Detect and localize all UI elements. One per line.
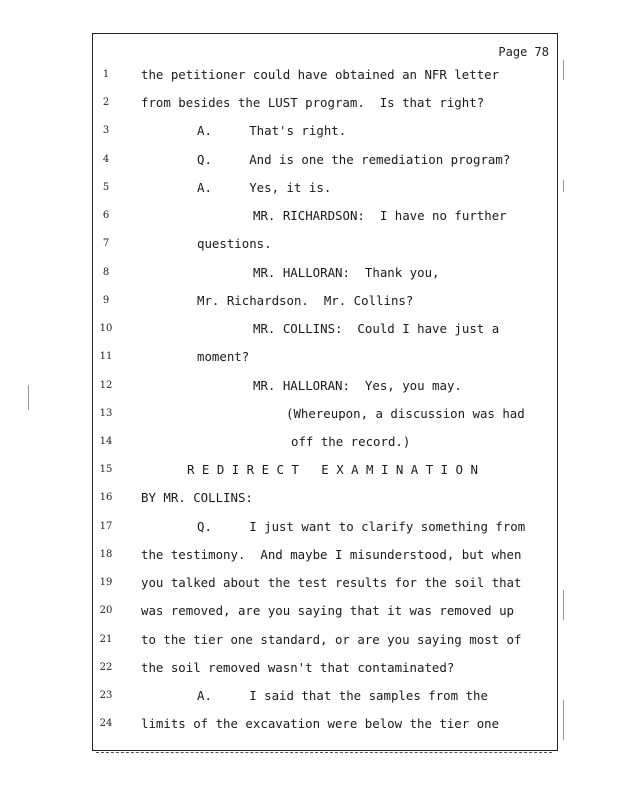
line-number: 24 (99, 718, 113, 729)
transcript-line (93, 180, 557, 198)
line-text: moment? (197, 349, 250, 364)
line-text: to the tier one standard, or are you saying most of (141, 632, 522, 647)
bottom-rule (96, 752, 552, 754)
line-number: 15 (99, 464, 113, 475)
line-text: A. Yes, it is. (197, 180, 332, 195)
transcript-line (93, 406, 557, 424)
transcript-line (93, 490, 557, 508)
line-text: R E D I R E C T E X A M I N A T I O N (187, 462, 478, 477)
margin-mark (563, 700, 564, 740)
line-number: 10 (99, 323, 113, 334)
line-number: 23 (99, 690, 113, 701)
line-text: off the record.) (291, 434, 411, 449)
transcript-page (92, 33, 558, 751)
transcript-line (93, 519, 557, 537)
line-text: MR. RICHARDSON: I have no further (253, 208, 507, 223)
line-number: 4 (102, 154, 110, 165)
line-number: 13 (99, 408, 113, 419)
transcript-line (93, 575, 557, 593)
transcript-line (93, 462, 557, 480)
page-number: Page 78 (498, 45, 549, 59)
line-number: 20 (99, 605, 113, 616)
transcript-line (93, 716, 557, 734)
line-text: (Whereupon, a discussion was had (286, 406, 525, 421)
margin-mark (563, 180, 564, 192)
transcript-line (93, 208, 557, 226)
transcript-line (93, 547, 557, 565)
line-number: 8 (102, 267, 110, 278)
transcript-line (93, 123, 557, 141)
transcript-line (93, 321, 557, 339)
transcript-line (93, 293, 557, 311)
transcript-line (93, 378, 557, 396)
transcript-line (93, 67, 557, 85)
line-text: from besides the LUST program. Is that right? (141, 95, 485, 110)
line-number: 11 (99, 351, 113, 362)
line-text: you talked about the test results for the soil that (141, 575, 522, 590)
transcript-line (93, 632, 557, 650)
line-text: A. I said that the samples from the (197, 688, 488, 703)
transcript-line (93, 603, 557, 621)
transcript-line (93, 152, 557, 170)
transcript-line (93, 688, 557, 706)
line-number: 16 (99, 492, 113, 503)
line-text: the petitioner could have obtained an NFR letter (141, 67, 500, 82)
line-number: 9 (102, 295, 110, 306)
transcript-line (93, 265, 557, 283)
line-text: the soil removed wasn't that contaminated? (141, 660, 455, 675)
line-number: 18 (99, 549, 113, 560)
line-number: 14 (99, 436, 113, 447)
line-text: Q. And is one the remediation program? (197, 152, 511, 167)
line-number: 1 (102, 69, 110, 80)
line-text: A. That's right. (197, 123, 347, 138)
line-text: limits of the excavation were below the tier one (141, 716, 500, 731)
line-text: was removed, are you saying that it was removed up (141, 603, 514, 618)
line-number: 2 (102, 97, 110, 108)
line-number: 3 (102, 125, 110, 136)
line-number: 21 (99, 634, 113, 645)
margin-mark (563, 60, 564, 80)
line-number: 6 (102, 210, 110, 221)
line-text: Q. I just want to clarify something from (197, 519, 526, 534)
line-number: 17 (99, 521, 113, 532)
line-number: 12 (99, 380, 113, 391)
line-text: MR. HALLORAN: Yes, you may. (253, 378, 462, 393)
line-number: 7 (102, 238, 110, 249)
margin-mark (28, 385, 29, 410)
line-text: MR. HALLORAN: Thank you, (253, 265, 440, 280)
transcript-line (93, 434, 557, 452)
transcript-line (93, 95, 557, 113)
line-text: Mr. Richardson. Mr. Collins? (197, 293, 414, 308)
line-number: 19 (99, 577, 113, 588)
line-text: BY MR. COLLINS: (141, 490, 253, 505)
line-text: MR. COLLINS: Could I have just a (253, 321, 500, 336)
margin-mark (563, 590, 564, 620)
line-text: questions. (197, 236, 272, 251)
transcript-line (93, 236, 557, 254)
line-text: the testimony. And maybe I misunderstood, but when (141, 547, 522, 562)
transcript-line (93, 660, 557, 678)
transcript-line (93, 349, 557, 367)
line-number: 5 (102, 182, 110, 193)
line-number: 22 (99, 662, 113, 673)
